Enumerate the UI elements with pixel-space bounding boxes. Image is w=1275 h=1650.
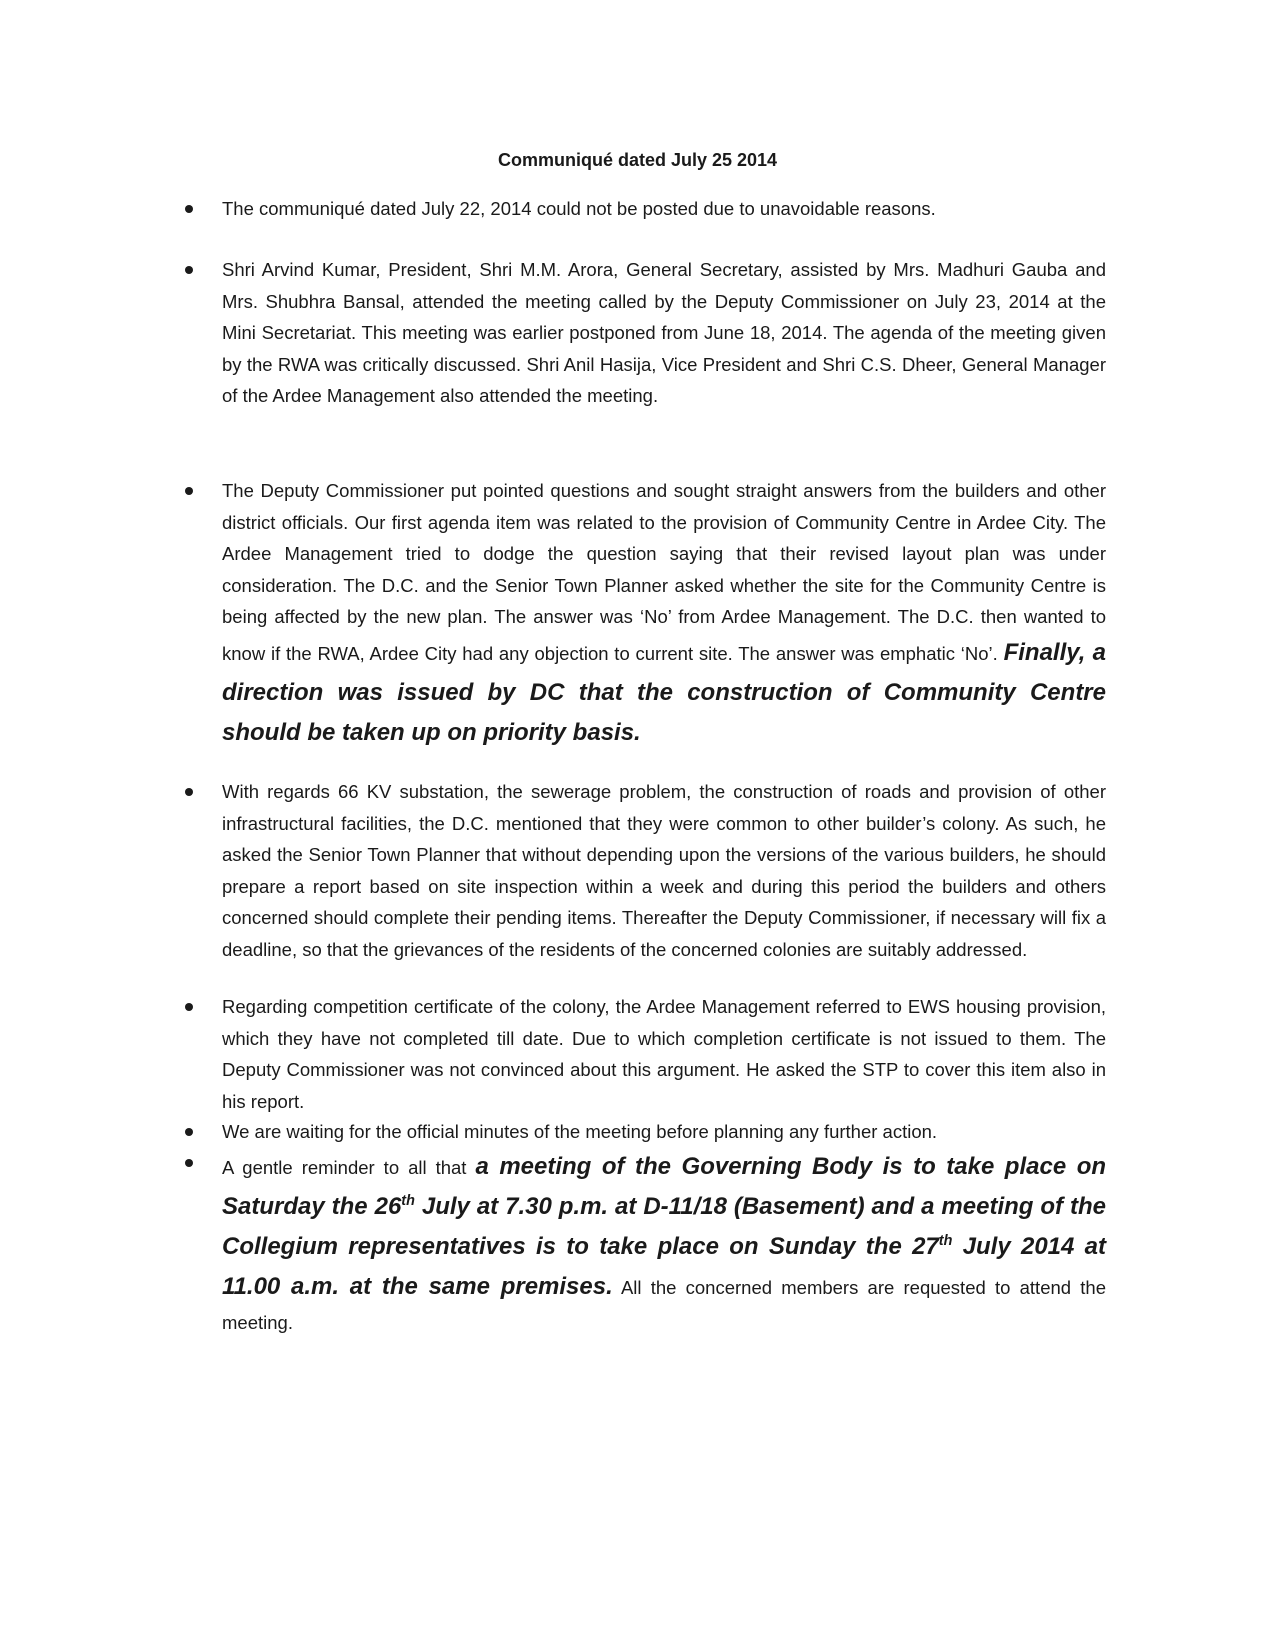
list-item	[222, 193, 1106, 225]
item-text: We are waiting for the official minutes of the meeting before planning any further action.	[222, 1121, 938, 1142]
item-text: The Deputy Commissioner put pointed questions and sought straight answers from the builders and other district officials. Our first agenda item was related to the provision of Community Centre in Ardee City. The Ardee Management tried to dodge the question saying that their revised layout plan was under consideration. The D.C. and the Senior Town Planner asked whether the site for the Community Centre is being affected by the new plan. The answer was ‘No’ from Ardee Management. The D.C. then wanted to know if the RWA, Ardee City had any objection to current site. The answer was emphatic ‘No’.	[222, 480, 1106, 664]
item-lead: A gentle reminder to all that	[222, 1157, 467, 1178]
item-tail: All the concerned members are requested to attend the meeting.	[222, 1277, 1106, 1333]
emphasis-part-c: July 2014 at 11.00 a.m. at the same premises.	[222, 1233, 1106, 1300]
item-emphasis: Finally, a direction was issued by DC that the construction of Community Centre should be taken up on priority basis.	[222, 638, 1107, 746]
item-text: Regarding competition certificate of the colony, the Ardee Management referred to EWS housing provision, which they have not completed till date. Due to which completion certificate is not issued to them. The Deputy Commissioner was not convinced about this argument. He asked the STP to cover this item also in his report.	[222, 996, 1106, 1112]
item-text: With regards 66 KV substation, the sewerage problem, the construction of roads and provision of other infrastructural facilities, the D.C. mentioned that they were common to other builder’s colony. As such, he asked the Senior Town Planner that without depending upon the versions of the various builders, he should prepare a report based on site inspection within a week and during this period the builders and others concerned should complete their pending items. Thereafter the Deputy Commissioner, if necessary will fix a deadline, so that the grievances of the residents of the concerned colonies are suitably addressed.	[222, 781, 1106, 960]
item-text: The communiqué dated July 22, 2014 could not be posted due to unavoidable reasons.	[222, 198, 936, 219]
superscript: th	[401, 1193, 415, 1209]
list-item	[222, 254, 1106, 412]
list-item	[222, 991, 1106, 1117]
list-item	[222, 475, 1106, 753]
document-title: Communiqué dated July 25 2014	[497, 150, 778, 170]
list-item	[222, 776, 1106, 966]
list-item	[222, 1147, 1106, 1339]
list-item	[222, 1116, 1106, 1148]
emphasis-part-a: a meeting of the Governing Body is to take place on Saturday the 26	[222, 1153, 1107, 1220]
emphasis-part-b: July at 7.30 p.m. at D-11/18 (Basement) and a meeting of the Collegium representatives is to take place on Sunday the 27	[222, 1193, 1106, 1260]
superscript: th	[938, 1233, 953, 1249]
item-text: Shri Arvind Kumar, President, Shri M.M. Arora, General Secretary, assisted by Mrs. Madhuri Gauba and Mrs. Shubhra Bansal, attended the meeting called by the Deputy Commissioner on July 23, 2014 at the Mini Secretariat. This meeting was earlier postponed from June 18, 2014. The agenda of the meeting given by the RWA was critically discussed. Shri Anil Hasija, Vice President and Shri C.S. Dheer, General Manager of the Ardee Management also attended the meeting.	[222, 259, 1106, 407]
